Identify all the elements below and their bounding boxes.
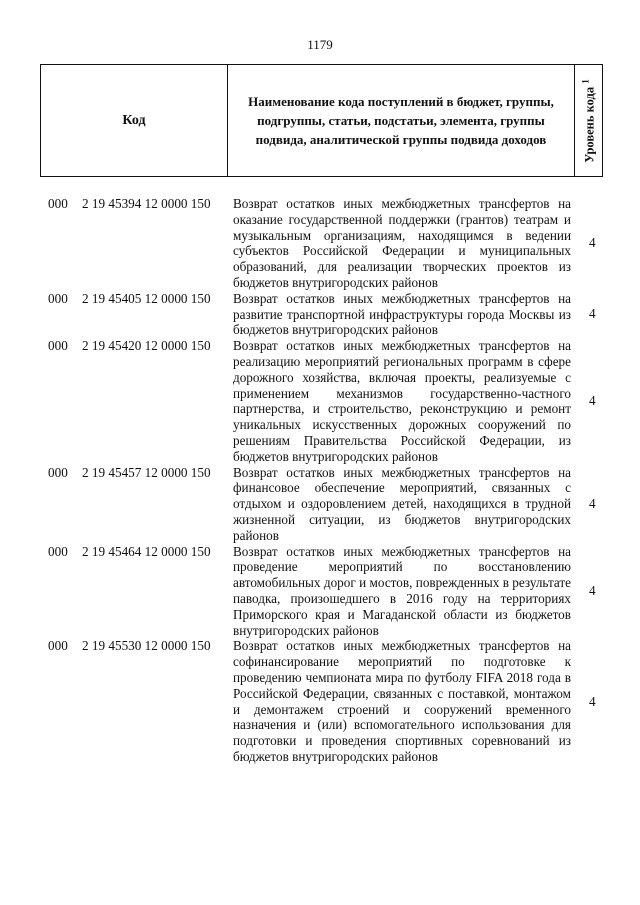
row-description: Возврат остатков иных межбюджетных трансфертов на финансовое обеспечение мероприятий, связанных с отдыхом и оздоровлением детей, находящихся в трудной жизненной ситуации, из бюджетов внутригородских районов (233, 464, 571, 543)
row-description: Возврат остатков иных межбюджетных трансфертов на оказание государственной поддержки (грантов) театрам и музыкальным организациям, находящимся в ведении субъектов Российской Федерации и муниципальных образований, для реализации творческих проектов из бюджетов внутригородских районов (233, 196, 571, 290)
row-prefix: 000 (48, 464, 68, 480)
table-row (0, 291, 640, 338)
row-code: 2 19 45420 12 0000 150 (82, 338, 211, 354)
header-level-cell (575, 65, 602, 176)
row-level: 4 (589, 496, 596, 512)
row-level: 4 (589, 693, 596, 709)
row-level: 4 (589, 306, 596, 322)
row-prefix: 000 (48, 638, 68, 654)
header-level-label: Уровень кода (582, 86, 597, 163)
table-row (0, 638, 640, 764)
table-row (0, 196, 640, 291)
row-level: 4 (589, 235, 596, 251)
row-code: 2 19 45530 12 0000 150 (82, 638, 211, 654)
table-row (0, 544, 640, 639)
row-level: 4 (589, 393, 596, 409)
row-prefix: 000 (48, 290, 68, 306)
row-description: Возврат остатков иных межбюджетных трансфертов на проведение мероприятий по восстановлению автомобильных дорог и мостов, поврежденных в результате паводка, произошедшего в 2016 году на территориях Приморского края и Магаданской области из бюджетов внутригородских районов (233, 543, 571, 638)
row-code: 2 19 45464 12 0000 150 (82, 543, 211, 559)
row-prefix: 000 (48, 196, 68, 211)
row-description: Возврат остатков иных межбюджетных трансфертов на реализацию мероприятий региональных программ в сфере дорожного хозяйства, включая проекты, реализуемые с применением механизмов государственно-частного партнерства, и строительство, реконструкцию и ремонт уникальных искусственных дорожных сооружений по решениям Правительства Российской Федерации, из бюджетов внутригородских районов (233, 338, 571, 464)
row-code: 2 19 45457 12 0000 150 (82, 464, 211, 480)
header-name: Наименование кода поступлений в бюджет, группы, подгруппы, статьи, подстатьи, элемента, группы подвида, аналитической группы подвида доходов (228, 65, 575, 176)
row-code: 2 19 45394 12 0000 150 (82, 196, 211, 211)
table-body (0, 196, 640, 765)
row-description: Возврат остатков иных межбюджетных трансфертов на софинансирование мероприятий по подготовке к проведению чемпионата мира по футболу FIFA 2018 года в Российской Федерации, связанных с поставкой, монтажом и демонтажем строений и сооружений временного назначения и (или) вспомогательного использования для подготовки и проведения спортивных соревнований из бюджетов внутригородских районов (233, 638, 571, 764)
row-code: 2 19 45405 12 0000 150 (82, 290, 211, 306)
table-row (0, 465, 640, 544)
row-description: Возврат остатков иных межбюджетных трансфертов на развитие транспортной инфраструктуры города Москвы из бюджетов внутригородских районов (233, 290, 571, 338)
row-level: 4 (589, 583, 596, 599)
page-number: 1179 (307, 37, 333, 52)
row-prefix: 000 (48, 543, 68, 559)
row-prefix: 000 (48, 338, 68, 354)
table-header (40, 64, 603, 177)
table-row (0, 338, 640, 464)
header-level-footnote: 1 (579, 78, 590, 84)
header-code: Код (41, 65, 228, 176)
header-level (580, 79, 597, 162)
